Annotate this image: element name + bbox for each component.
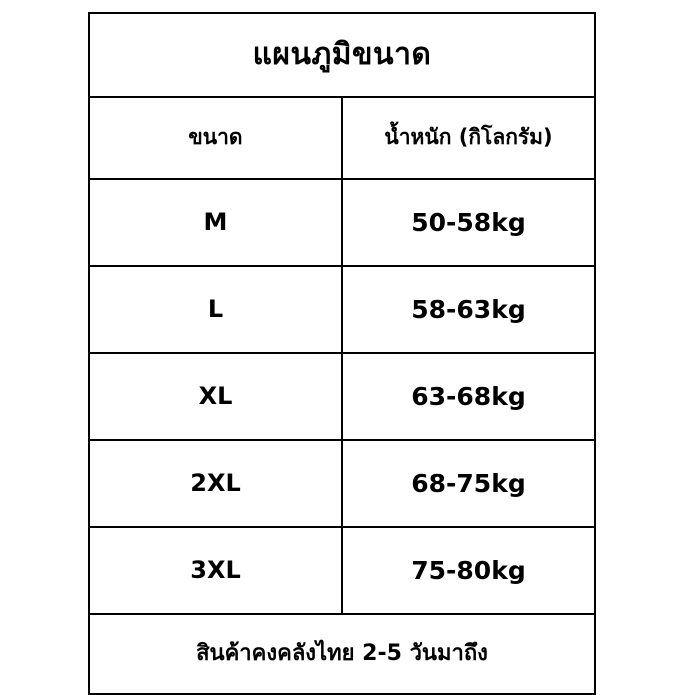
cell-size: M xyxy=(89,179,342,266)
cell-weight: 63-68kg xyxy=(342,353,595,440)
table-header-row xyxy=(89,97,595,179)
table-row xyxy=(89,266,595,353)
cell-size: 2XL xyxy=(89,440,342,527)
cell-size: 3XL xyxy=(89,527,342,614)
cell-size: XL xyxy=(89,353,342,440)
cell-weight: 50-58kg xyxy=(342,179,595,266)
page-title-text: แผนภูมิขนาด xyxy=(252,37,432,72)
page-title xyxy=(89,13,595,97)
table-row xyxy=(89,440,595,527)
table-footer-row xyxy=(89,614,595,694)
table-title-row xyxy=(89,13,595,97)
cell-weight: 68-75kg xyxy=(342,440,595,527)
cell-weight: 75-80kg xyxy=(342,527,595,614)
shipping-note: สินค้าคงคลังไทย 2-5 วันมาถึง xyxy=(89,614,595,694)
cell-size: L xyxy=(89,266,342,353)
size-chart-table xyxy=(88,12,596,695)
cell-weight: 58-63kg xyxy=(342,266,595,353)
table-row xyxy=(89,353,595,440)
table-row xyxy=(89,179,595,266)
table-row xyxy=(89,527,595,614)
column-header-size: ขนาด xyxy=(89,97,342,179)
column-header-weight: น้ำหนัก (กิโลกรัม) xyxy=(342,97,595,179)
